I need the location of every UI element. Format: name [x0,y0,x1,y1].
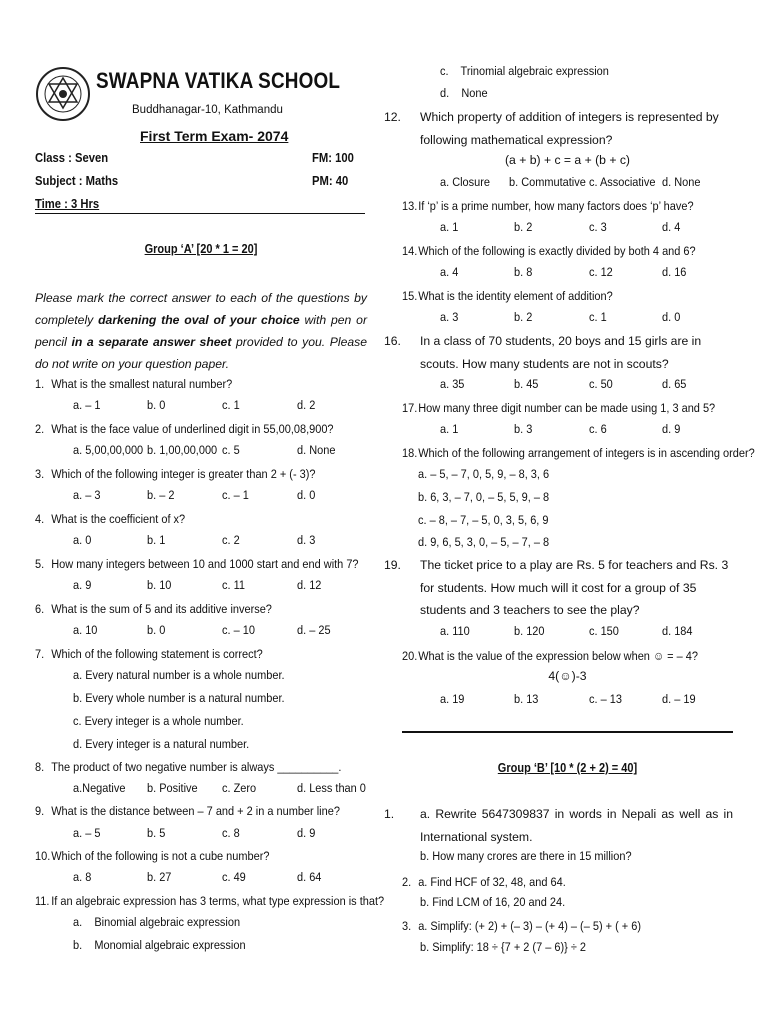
exam-title: First Term Exam- 2074 [140,128,289,144]
option: d. 0 [662,310,681,324]
option: a.Negative [73,781,126,795]
option: a. – 5 [73,826,101,840]
option: c. 150 [589,624,619,638]
question-1: 1. What is the smallest natural number? [35,377,233,391]
option: b. 0 [147,623,166,637]
option: c. 1 [222,398,240,412]
option: a. Closure [440,175,490,189]
option: c. 49 [222,870,246,884]
option: a. – 3 [73,488,101,502]
sub-question: b. How many crores are there in 15 million? [420,849,632,863]
option: b. – 2 [147,488,175,502]
option: b. Positive [147,781,198,795]
option: b. 1,00,00,000 [147,443,218,457]
school-name: SWAPNA VATIKA SCHOOL [96,68,341,93]
option: a. 8 [73,870,92,884]
group-a-title: Group ‘A’ [20 * 1 = 20] [144,242,258,256]
option: d. 4 [662,220,681,234]
question-18: 18.Which of the following arrangement of integers is in ascending order? [402,446,755,460]
pass-marks: PM: 40 [312,174,349,188]
option: a. 0 [73,533,92,547]
option: b. 27 [147,870,172,884]
question-5: 5. How many integers between 10 and 1000 start and end with 7? [35,557,359,571]
group-b-question-3: 3. a. Simplify: (+ 2) + (– 3) – (+ 4) – (– 5) + ( + 6) [402,919,642,933]
time-label: Time : 3 Hrs [35,197,100,211]
question-8: 8. The product of two negative number is always __________. [35,760,342,774]
option: b. 13 [514,692,539,706]
option: c. 8 [222,826,240,840]
option: b. 120 [514,624,545,638]
option: c. Associative [589,175,656,189]
question-7: 7. Which of the following statement is correct? [35,647,263,661]
option: c. 1 [589,310,607,324]
option: d. None [297,443,336,457]
option: c. 5 [222,443,240,457]
option: c. 2 [222,533,240,547]
option: a. 3 [440,310,459,324]
option: c. – 13 [589,692,622,706]
full-marks: FM: 100 [312,151,354,165]
option: a. 19 [440,692,465,706]
instructions: Please mark the correct answer to each of the questions by completely darkening the oval of your choice with pen or pencil in a separate answer sheet provided to you. Please do not write on your question paper. [35,291,367,371]
question-20: 20.What is the value of the expression below when ☺ = – 4? [402,649,699,663]
option: d. 16 [662,265,687,279]
option: d. 9 [662,422,681,436]
question-14: 14.Which of the following is exactly divided by both 4 and 6? [402,244,696,258]
question-19: 19. The ticket price to a play are Rs. 5 for teachers and Rs. 3 for students. How much will it cost for a group of 35 students and 3 teachers to see the play? [384,558,729,617]
option: b. 2 [514,310,533,324]
option: b. Every whole number is a natural number. [73,691,285,705]
option: a. 1 [440,220,459,234]
option: a. 110 [440,624,470,638]
option: d. 184 [662,624,693,638]
option: d. – 25 [297,623,331,637]
question-17: 17.How many three digit number can be made using 1, 3 and 5? [402,401,716,415]
option: a. Every natural number is a whole number. [73,668,285,682]
option: b. 8 [514,265,533,279]
option: c. Zero [222,781,257,795]
question-16: 16. In a class of 70 students, 20 boys and 15 girls are in scouts. How many students are not in scouts? [384,334,702,371]
option: d. 2 [297,398,316,412]
option: d. 12 [297,578,322,592]
option: a. 35 [440,377,465,391]
math-expression: 4(☺)-3 [548,669,587,683]
question-10: 10.Which of the following is not a cube number? [35,849,270,863]
option: c. – 10 [222,623,255,637]
question-6: 6. What is the sum of 5 and its additive inverse? [35,602,272,616]
group-b-question-2: 2. a. Find HCF of 32, 48, and 64. [402,875,566,889]
option: b. 1 [147,533,166,547]
header-rule [35,213,365,214]
option: d. None [440,86,488,100]
option: d. 9 [297,826,316,840]
sub-question: b. Find LCM of 16, 20 and 24. [420,895,566,909]
option: b. 3 [514,422,533,436]
option: a. 1 [440,422,459,436]
question-2: 2. What is the face value of underlined digit in 55,00,08,900? [35,422,334,436]
school-address: Buddhanagar-10, Kathmandu [132,104,283,116]
question-9: 9. What is the distance between – 7 and + 2 in a number line? [35,804,340,818]
option: c. – 1 [222,488,249,502]
option: d. 64 [297,870,322,884]
group-b-title: Group ‘B’ [10 * (2 + 2) = 40] [497,761,638,775]
section-divider [402,731,733,733]
option: d. 9, 6, 5, 3, 0, – 5, – 7, – 8 [418,535,550,549]
question-12: 12. Which property of addition of integers is represented by following mathematical expression? [384,110,719,147]
option: d. Every integer is a natural number. [73,737,250,751]
subject-label: Subject : Maths [35,174,119,188]
option: b. 10 [147,578,172,592]
option: d. 0 [297,488,316,502]
school-logo [35,64,91,144]
option: b. 5 [147,826,166,840]
option: c. 6 [589,422,607,436]
option: c. – 8, – 7, – 5, 0, 3, 5, 6, 9 [418,513,549,527]
option: d. 3 [297,533,316,547]
option: d. Less than 0 [297,781,366,795]
option: b. Commutative [509,175,586,189]
option: b. 0 [147,398,166,412]
option: d. None [662,175,701,189]
option: c. Every integer is a whole number. [73,714,244,728]
option: a. 4 [440,265,459,279]
option: c. 3 [589,220,607,234]
option: a. 9 [73,578,92,592]
question-13: 13.If ‘p’ is a prime number, how many factors does ‘p’ have? [402,199,694,213]
option: c. 12 [589,265,613,279]
math-expression: (a + b) + c = a + (b + c) [505,153,630,167]
option: a. 10 [73,623,98,637]
class-label: Class : Seven [35,151,109,165]
option: c. 11 [222,578,245,592]
question-3: 3. Which of the following integer is greater than 2 + (- 3)? [35,467,316,481]
option: b. 6, 3, – 7, 0, – 5, 5, 9, – 8 [418,490,550,504]
option: b. Monomial algebraic expression [73,938,246,952]
question-11: 11. If an algebraic expression has 3 terms, what type expression is that? [35,894,385,908]
question-4: 4. What is the coefficient of x? [35,512,186,526]
option: b. 2 [514,220,533,234]
option: a. 5,00,00,000 [73,443,144,457]
group-b-question-1: 1. a. Rewrite 5647309837 in words in Nepali as well as in International system. [384,807,733,844]
option: a. – 1 [73,398,101,412]
option: a. – 5, – 7, 0, 5, 9, – 8, 3, 6 [418,467,550,481]
option: a. Binomial algebraic expression [73,915,241,929]
option: d. – 19 [662,692,696,706]
option: b. 45 [514,377,539,391]
option: d. 65 [662,377,687,391]
option: c. 50 [589,377,613,391]
option: c. Trinomial algebraic expression [440,64,609,78]
question-15: 15.What is the identity element of addition? [402,289,613,303]
sub-question: b. Simplify: 18 ÷ {7 + 2 (7 – 6)} ÷ 2 [420,940,586,954]
